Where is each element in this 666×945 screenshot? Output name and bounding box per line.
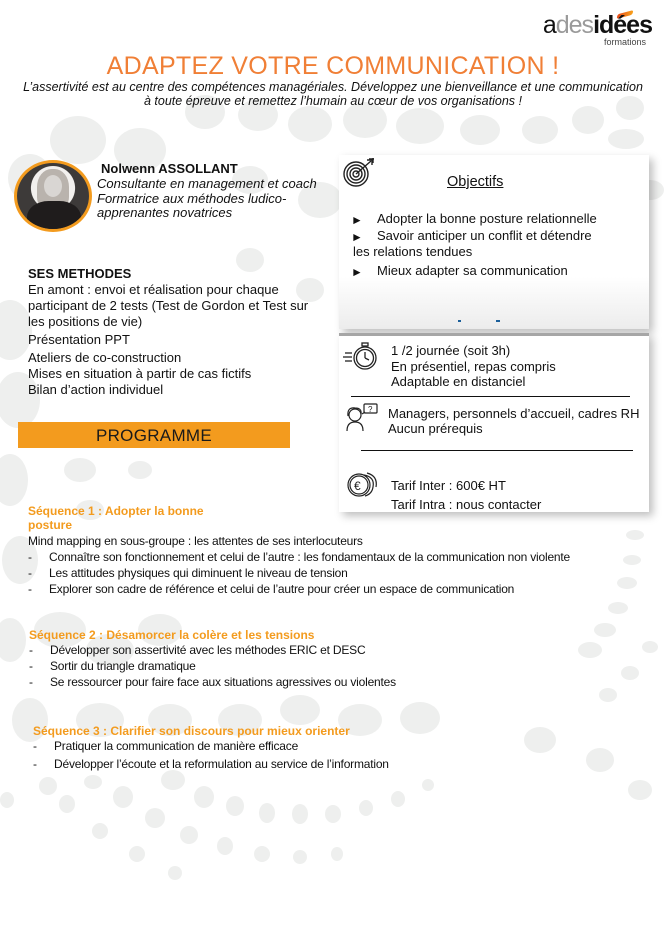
- trainer-avatar: [14, 160, 92, 232]
- logo-subtitle: formations: [603, 37, 646, 47]
- objectives-card: [339, 155, 649, 329]
- svg-text:€: €: [354, 479, 361, 493]
- objectives-list: [349, 211, 644, 280]
- sequence-item: - Sortir du triangle dramatique: [29, 659, 196, 673]
- sequence-item: - Se ressourcer pour faire face aux situations agressives ou violentes: [29, 675, 396, 689]
- audience-info: Managers, personnels d’accueil, cadres RH Aucun prérequis: [388, 406, 640, 436]
- trainer-role: Consultante en management et coach Formatrice aux méthodes ludico- apprenantes novatrices: [97, 176, 317, 220]
- objective-item: ► Adopter la bonne posture relationnelle: [351, 211, 597, 227]
- euro-coins-icon: [345, 469, 379, 499]
- svg-text:?: ?: [368, 405, 373, 414]
- sequence-item: - Connaître son fonctionnement et celui de l’autre : les fondamentaux de la communication non violente: [28, 550, 570, 564]
- methods-line: Présentation PPT: [28, 332, 130, 347]
- target-icon: [342, 158, 376, 188]
- methods-line: En amont : envoi et réalisation pour chaque participant de 2 tests (Test de Gordon et Test sur les positions de vie): [28, 282, 309, 329]
- objective-item: ► Mieux adapter sa communication: [351, 263, 568, 279]
- bullet-arrow-icon: ►: [351, 265, 363, 279]
- sequence-title: Séquence 3 : Clarifier son discours pour mieux orienter: [33, 724, 350, 738]
- sequence-item: - Pratiquer la communication de manière efficace: [33, 739, 299, 753]
- sequence-title: Séquence 1 : Adopter la bonne posture: [28, 504, 204, 532]
- sequence-1: [28, 504, 628, 597]
- methods-line: Mises en situation à partir de cas fictifs: [28, 366, 252, 381]
- sequence-2: [29, 628, 629, 690]
- sequence-item: - Développer son assertivité avec les méthodes ERIC et DESC: [29, 643, 366, 657]
- page-title: ADAPTEZ VOTRE COMMUNICATION !: [106, 52, 560, 80]
- divider: [361, 450, 633, 451]
- sequence-intro: Mind mapping en sous-groupe : les attentes de ses interlocuteurs: [28, 534, 363, 548]
- practical-info-card: [339, 333, 649, 512]
- objectives-title: Objectifs: [447, 174, 504, 190]
- programme-heading: PROGRAMME: [18, 422, 290, 448]
- methods-heading: SES METHODES: [28, 266, 132, 281]
- trainer-name: Nolwenn ASSOLLANT: [101, 161, 238, 176]
- sequence-title: Séquence 2 : Désamorcer la colère et les tensions: [29, 628, 315, 642]
- price-info: Tarif Inter : 600€ HT Tarif Intra : nous contacter: [391, 478, 542, 512]
- sequence-item: - Explorer son cadre de référence et celui de l’autre pour créer un espace de communication: [28, 582, 515, 596]
- intro-text: L’assertivité est au centre des compétences managériales. Développez une bienveillance et une communication à toute épreuve et remettez l’humain au cœur de vos organisations !: [23, 80, 643, 108]
- objective-item: ► Savoir anticiper un conflit et détendre les relations tendues: [351, 228, 592, 259]
- stopwatch-icon: [343, 340, 379, 372]
- adesidees-logo: [540, 12, 652, 46]
- divider: [351, 396, 630, 397]
- sequence-item: - Les attitudes physiques qui diminuent le niveau de tension: [28, 566, 348, 580]
- methods-line: Bilan d’action individuel: [28, 382, 164, 397]
- sequence-3: [33, 724, 633, 772]
- methods-section: [28, 266, 328, 398]
- sequence-item: - Développer l’écoute et la reformulation au service de l’information: [33, 757, 389, 771]
- methods-line: Ateliers de co-construction: [28, 350, 182, 365]
- logo-wordmark: adesidées: [542, 11, 652, 39]
- bullet-arrow-icon: ►: [351, 230, 363, 244]
- duration-info: 1 /2 journée (soit 3h) En présentiel, repas compris Adaptable en distanciel: [391, 343, 556, 389]
- person-question-icon: [345, 402, 381, 432]
- bullet-arrow-icon: ►: [351, 213, 363, 227]
